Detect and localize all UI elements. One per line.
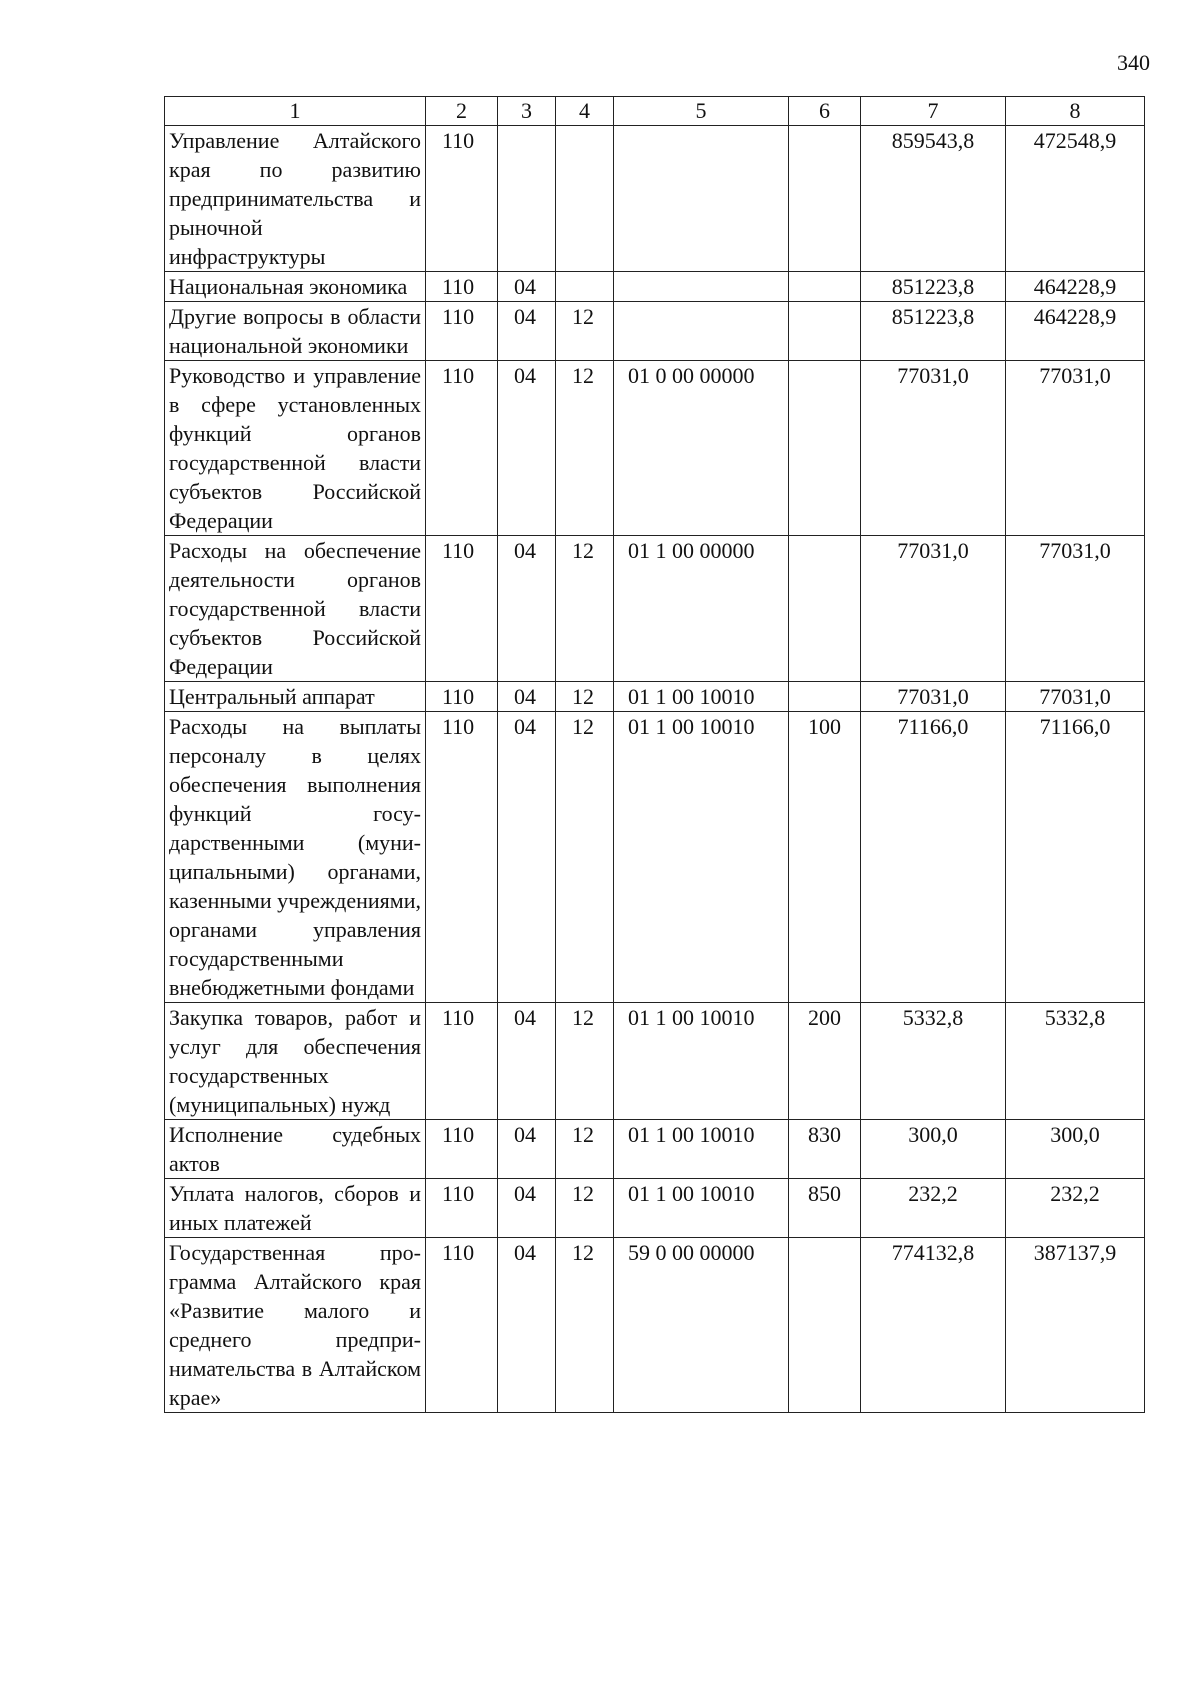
subsection-code-cell bbox=[498, 126, 556, 272]
subsection-code-cell: 04 bbox=[498, 1003, 556, 1120]
expense-type-cell bbox=[789, 536, 861, 682]
amount-year2-cell: 300,0 bbox=[1006, 1120, 1145, 1179]
amount-year2-cell: 77031,0 bbox=[1006, 682, 1145, 712]
target-article-cell: 01 1 00 10010 bbox=[614, 1179, 789, 1238]
expense-type-cell: 850 bbox=[789, 1179, 861, 1238]
column-header: 1 bbox=[165, 97, 426, 126]
section-code-cell: 110 bbox=[426, 712, 498, 1003]
target-article-cell: 59 0 00 00000 bbox=[614, 1238, 789, 1413]
target-article-cell: 01 1 00 10010 bbox=[614, 1003, 789, 1120]
amount-year1-cell: 851223,8 bbox=[861, 272, 1006, 302]
row-name-cell: Национальная экономика bbox=[165, 272, 426, 302]
table-row bbox=[165, 361, 1145, 536]
table-row bbox=[165, 1179, 1145, 1238]
subsection-code-cell: 04 bbox=[498, 1179, 556, 1238]
row-name-cell: Центральный аппарат bbox=[165, 682, 426, 712]
column-header: 3 bbox=[498, 97, 556, 126]
target-article-cell: 01 1 00 00000 bbox=[614, 536, 789, 682]
row-name-cell: Государственная программа Алтайского края «Развитие малого и среднего предпринимательства в Алтайском крае» bbox=[165, 1238, 426, 1413]
expense-type-cell: 100 bbox=[789, 712, 861, 1003]
target-article-cell: 01 1 00 10010 bbox=[614, 712, 789, 1003]
expense-type-cell: 200 bbox=[789, 1003, 861, 1120]
table-row bbox=[165, 536, 1145, 682]
amount-year1-cell: 77031,0 bbox=[861, 536, 1006, 682]
row-name-cell: Расходы на обеспечение деятельности органов государственной власти субъектов Российской Федерации bbox=[165, 536, 426, 682]
amount-year1-cell: 71166,0 bbox=[861, 712, 1006, 1003]
table-row bbox=[165, 272, 1145, 302]
table-body bbox=[165, 126, 1145, 1413]
target-article-cell bbox=[614, 302, 789, 361]
section-code-cell: 110 bbox=[426, 1179, 498, 1238]
amount-year1-cell: 5332,8 bbox=[861, 1003, 1006, 1120]
expense-type-cell bbox=[789, 361, 861, 536]
section-code-cell: 110 bbox=[426, 361, 498, 536]
row-name-cell: Закупка товаров, работ и услуг для обеспечения государственных (муниципальных) нужд bbox=[165, 1003, 426, 1120]
subsection-detail-cell: 12 bbox=[556, 1238, 614, 1413]
section-code-cell: 110 bbox=[426, 536, 498, 682]
column-header: 2 bbox=[426, 97, 498, 126]
column-header: 5 bbox=[614, 97, 789, 126]
row-name-cell: Руководство и управление в сфере установленных функций органов государственной власти субъектов Российской Федерации bbox=[165, 361, 426, 536]
amount-year2-cell: 77031,0 bbox=[1006, 361, 1145, 536]
subsection-code-cell: 04 bbox=[498, 361, 556, 536]
row-name-cell: Другие вопросы в области национальной экономики bbox=[165, 302, 426, 361]
column-header: 6 bbox=[789, 97, 861, 126]
subsection-code-cell: 04 bbox=[498, 302, 556, 361]
target-article-cell: 01 0 00 00000 bbox=[614, 361, 789, 536]
amount-year1-cell: 774132,8 bbox=[861, 1238, 1006, 1413]
row-name-cell: Управление Алтайского края по развитию предпринимательства и рыночной инфраструктуры bbox=[165, 126, 426, 272]
amount-year2-cell: 232,2 bbox=[1006, 1179, 1145, 1238]
expense-type-cell: 830 bbox=[789, 1120, 861, 1179]
table-row bbox=[165, 126, 1145, 272]
amount-year2-cell: 472548,9 bbox=[1006, 126, 1145, 272]
amount-year2-cell: 77031,0 bbox=[1006, 536, 1145, 682]
amount-year2-cell: 5332,8 bbox=[1006, 1003, 1145, 1120]
amount-year1-cell: 77031,0 bbox=[861, 682, 1006, 712]
target-article-cell bbox=[614, 272, 789, 302]
amount-year1-cell: 859543,8 bbox=[861, 126, 1006, 272]
subsection-code-cell: 04 bbox=[498, 1120, 556, 1179]
expense-type-cell bbox=[789, 126, 861, 272]
subsection-code-cell: 04 bbox=[498, 682, 556, 712]
section-code-cell: 110 bbox=[426, 302, 498, 361]
row-name-cell: Расходы на выплаты персоналу в целях обеспечения выполнения функций государственными (муниципальными) органами, казенными учреждениями, органами управления государственными внебюджетными фондами bbox=[165, 712, 426, 1003]
expense-type-cell bbox=[789, 272, 861, 302]
amount-year1-cell: 300,0 bbox=[861, 1120, 1006, 1179]
subsection-detail-cell: 12 bbox=[556, 682, 614, 712]
subsection-detail-cell: 12 bbox=[556, 1003, 614, 1120]
column-header: 7 bbox=[861, 97, 1006, 126]
expense-type-cell bbox=[789, 682, 861, 712]
table-row bbox=[165, 682, 1145, 712]
amount-year2-cell: 464228,9 bbox=[1006, 302, 1145, 361]
row-name-cell: Уплата налогов, сборов и иных платежей bbox=[165, 1179, 426, 1238]
subsection-detail-cell: 12 bbox=[556, 1179, 614, 1238]
section-code-cell: 110 bbox=[426, 1238, 498, 1413]
expense-type-cell bbox=[789, 302, 861, 361]
section-code-cell: 110 bbox=[426, 1120, 498, 1179]
subsection-code-cell: 04 bbox=[498, 272, 556, 302]
target-article-cell: 01 1 00 10010 bbox=[614, 1120, 789, 1179]
amount-year1-cell: 77031,0 bbox=[861, 361, 1006, 536]
subsection-detail-cell: 12 bbox=[556, 536, 614, 682]
section-code-cell: 110 bbox=[426, 272, 498, 302]
subsection-detail-cell: 12 bbox=[556, 361, 614, 536]
header-row bbox=[165, 97, 1145, 126]
table-row bbox=[165, 302, 1145, 361]
target-article-cell: 01 1 00 10010 bbox=[614, 682, 789, 712]
subsection-detail-cell bbox=[556, 126, 614, 272]
amount-year2-cell: 464228,9 bbox=[1006, 272, 1145, 302]
subsection-detail-cell: 12 bbox=[556, 712, 614, 1003]
table-row bbox=[165, 1120, 1145, 1179]
subsection-detail-cell bbox=[556, 272, 614, 302]
subsection-code-cell: 04 bbox=[498, 536, 556, 682]
column-header: 8 bbox=[1006, 97, 1145, 126]
subsection-detail-cell: 12 bbox=[556, 302, 614, 361]
expense-type-cell bbox=[789, 1238, 861, 1413]
row-name-cell: Исполнение судебных актов bbox=[165, 1120, 426, 1179]
amount-year1-cell: 232,2 bbox=[861, 1179, 1006, 1238]
amount-year2-cell: 71166,0 bbox=[1006, 712, 1145, 1003]
amount-year1-cell: 851223,8 bbox=[861, 302, 1006, 361]
table-row bbox=[165, 1238, 1145, 1413]
page-number: 340 bbox=[1117, 50, 1150, 75]
section-code-cell: 110 bbox=[426, 126, 498, 272]
amount-year2-cell: 387137,9 bbox=[1006, 1238, 1145, 1413]
subsection-code-cell: 04 bbox=[498, 712, 556, 1003]
table-row bbox=[165, 1003, 1145, 1120]
budget-table bbox=[164, 96, 1145, 1413]
table-row bbox=[165, 712, 1145, 1003]
subsection-code-cell: 04 bbox=[498, 1238, 556, 1413]
section-code-cell: 110 bbox=[426, 682, 498, 712]
subsection-detail-cell: 12 bbox=[556, 1120, 614, 1179]
column-header: 4 bbox=[556, 97, 614, 126]
section-code-cell: 110 bbox=[426, 1003, 498, 1120]
target-article-cell bbox=[614, 126, 789, 272]
